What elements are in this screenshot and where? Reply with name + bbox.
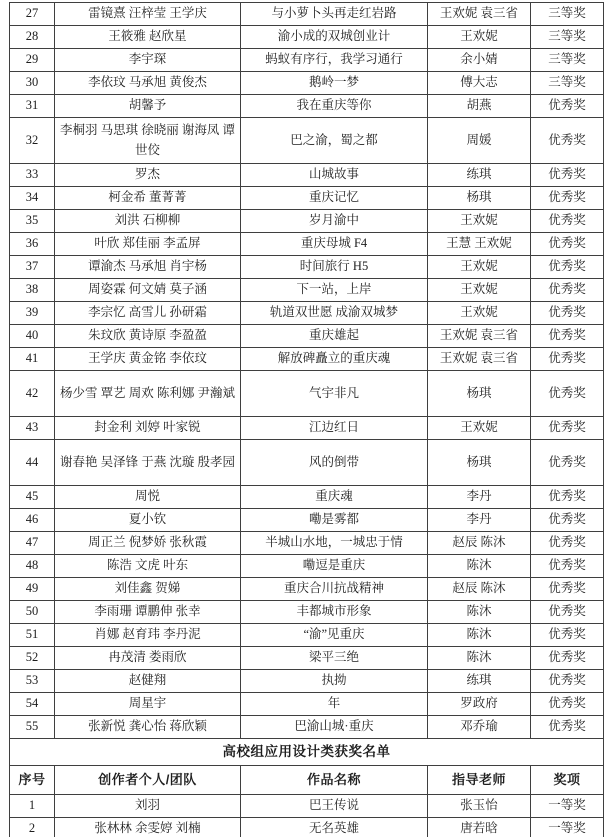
cell-teacher: 王欢妮 — [428, 302, 531, 325]
table-row — [10, 417, 604, 440]
cell-no: 45 — [10, 486, 55, 509]
cell-award: 优秀奖 — [531, 325, 604, 348]
cell-work: 丰都城市形象 — [241, 601, 428, 624]
table-row — [10, 325, 604, 348]
cell-team: 王学庆 黄金铭 李依玟 — [55, 348, 241, 371]
cell-team: 李依玟 马承旭 黄俊杰 — [55, 72, 241, 95]
table-row — [10, 72, 604, 95]
cell-no: 32 — [10, 118, 55, 164]
cell-teacher: 王欢妮 — [428, 279, 531, 302]
cell-teacher: 陈沐 — [428, 555, 531, 578]
cell-team: 肖娜 赵育玮 李丹泥 — [55, 624, 241, 647]
cell-team: 赵健翔 — [55, 670, 241, 693]
cell-work: 半城山水地，一城忠于情 — [241, 532, 428, 555]
table-row — [10, 509, 604, 532]
cell-no: 48 — [10, 555, 55, 578]
cell-award: 三等奖 — [531, 26, 604, 49]
cell-no: 38 — [10, 279, 55, 302]
cell-team: 朱玟欣 黄诗原 李盈盈 — [55, 325, 241, 348]
cell-no: 2 — [10, 818, 55, 837]
cell-teacher: 王欢妮 — [428, 210, 531, 233]
section-divider — [10, 739, 604, 795]
cell-work: “渝”见重庆 — [241, 624, 428, 647]
cell-teacher: 王欢妮 袁三省 — [428, 3, 531, 26]
table-row — [10, 716, 604, 739]
cell-work: 年 — [241, 693, 428, 716]
cell-no: 36 — [10, 233, 55, 256]
cell-work: 执拗 — [241, 670, 428, 693]
cell-no: 1 — [10, 795, 55, 818]
table-row — [10, 118, 604, 164]
cell-award: 优秀奖 — [531, 578, 604, 601]
table-row — [10, 279, 604, 302]
cell-work: 风的倒带 — [241, 440, 428, 486]
cell-no: 43 — [10, 417, 55, 440]
column-header-row — [10, 766, 604, 795]
cell-award: 优秀奖 — [531, 624, 604, 647]
cell-award: 优秀奖 — [531, 601, 604, 624]
table-row — [10, 26, 604, 49]
table-row — [10, 555, 604, 578]
table-row — [10, 532, 604, 555]
cell-teacher: 余小婧 — [428, 49, 531, 72]
cell-teacher: 邓乔瑜 — [428, 716, 531, 739]
cell-teacher: 傅大志 — [428, 72, 531, 95]
cell-award: 优秀奖 — [531, 95, 604, 118]
cell-team: 雷镜熹 汪梓莹 王学庆 — [55, 3, 241, 26]
cell-no: 28 — [10, 26, 55, 49]
cell-team: 李宇琛 — [55, 49, 241, 72]
cell-team: 李宗忆 高雪儿 孙研霜 — [55, 302, 241, 325]
cell-work: 嘞逗是重庆 — [241, 555, 428, 578]
cell-team: 罗杰 — [55, 164, 241, 187]
cell-no: 31 — [10, 95, 55, 118]
cell-team: 李桐羽 马思琪 徐晓丽 谢海凤 谭世佼 — [55, 118, 241, 164]
cell-no: 49 — [10, 578, 55, 601]
cell-team: 谭渝杰 马承旭 肖宇杨 — [55, 256, 241, 279]
cell-no: 51 — [10, 624, 55, 647]
cell-no: 42 — [10, 371, 55, 417]
cell-team: 谢春艳 吴泽锋 于燕 沈璇 殷孝园 — [55, 440, 241, 486]
cell-no: 35 — [10, 210, 55, 233]
table-row — [10, 95, 604, 118]
cell-teacher: 赵辰 陈沐 — [428, 578, 531, 601]
cell-work: 重庆合川抗战精神 — [241, 578, 428, 601]
section-title: 高校组应用设计类获奖名单 — [10, 739, 604, 766]
cell-team: 柯金希 董菁菁 — [55, 187, 241, 210]
table-row — [10, 647, 604, 670]
cell-no: 34 — [10, 187, 55, 210]
cell-no: 37 — [10, 256, 55, 279]
cell-team: 夏小钦 — [55, 509, 241, 532]
cell-award: 优秀奖 — [531, 693, 604, 716]
table-row — [10, 693, 604, 716]
cell-work: 嘞是雾都 — [241, 509, 428, 532]
table-row — [10, 624, 604, 647]
table-row — [10, 187, 604, 210]
cell-team: 张新悦 龚心怡 蒋欣颖 — [55, 716, 241, 739]
cell-award: 三等奖 — [531, 3, 604, 26]
cell-work: 我在重庆等你 — [241, 95, 428, 118]
cell-work: 与小萝卜头再走红岩路 — [241, 3, 428, 26]
table-row — [10, 164, 604, 187]
cell-work: 鹅岭一梦 — [241, 72, 428, 95]
cell-teacher: 杨琪 — [428, 187, 531, 210]
award-list-table — [9, 2, 604, 837]
table-row — [10, 49, 604, 72]
cell-team: 叶欣 郑佳丽 李孟屏 — [55, 233, 241, 256]
cell-award: 优秀奖 — [531, 532, 604, 555]
cell-no: 52 — [10, 647, 55, 670]
cell-work: 轨道双世愿 成渝双城梦 — [241, 302, 428, 325]
cell-award: 优秀奖 — [531, 716, 604, 739]
cell-work: 无名英雄 — [241, 818, 428, 837]
cell-award: 优秀奖 — [531, 371, 604, 417]
cell-teacher: 练琪 — [428, 670, 531, 693]
table-row — [10, 440, 604, 486]
cell-team: 周星宇 — [55, 693, 241, 716]
table-row — [10, 486, 604, 509]
cell-teacher: 杨琪 — [428, 371, 531, 417]
cell-teacher: 练琪 — [428, 164, 531, 187]
cell-award: 优秀奖 — [531, 348, 604, 371]
column-header: 作品名称 — [241, 766, 428, 795]
cell-award: 优秀奖 — [531, 486, 604, 509]
cell-no: 46 — [10, 509, 55, 532]
cell-award: 优秀奖 — [531, 670, 604, 693]
cell-teacher: 陈沐 — [428, 647, 531, 670]
column-header: 创作者个人/团队 — [55, 766, 241, 795]
cell-teacher: 王欢妮 — [428, 417, 531, 440]
cell-team: 王筱雅 赵欣星 — [55, 26, 241, 49]
table-row — [10, 371, 604, 417]
cell-no: 53 — [10, 670, 55, 693]
cell-team: 周悦 — [55, 486, 241, 509]
cell-no: 40 — [10, 325, 55, 348]
cell-award: 优秀奖 — [531, 279, 604, 302]
section-title-row — [10, 739, 604, 766]
cell-work: 巴之渝，蜀之都 — [241, 118, 428, 164]
cell-team: 周姿霖 何文婧 莫子涵 — [55, 279, 241, 302]
table-row — [10, 601, 604, 624]
cell-no: 47 — [10, 532, 55, 555]
cell-work: 解放碑矗立的重庆魂 — [241, 348, 428, 371]
cell-teacher: 陈沐 — [428, 601, 531, 624]
cell-no: 30 — [10, 72, 55, 95]
cell-team: 周正兰 倪梦娇 张秋霞 — [55, 532, 241, 555]
cell-no: 27 — [10, 3, 55, 26]
cell-team: 封金利 刘婷 叶家锐 — [55, 417, 241, 440]
cell-work: 梁平三绝 — [241, 647, 428, 670]
cell-teacher: 胡燕 — [428, 95, 531, 118]
cell-teacher: 王欢妮 袁三省 — [428, 348, 531, 371]
table-row — [10, 210, 604, 233]
table-row — [10, 256, 604, 279]
table-row — [10, 233, 604, 256]
cell-teacher: 张玉怡 — [428, 795, 531, 818]
cell-work: 下一站，上岸 — [241, 279, 428, 302]
cell-work: 重庆母城 F4 — [241, 233, 428, 256]
cell-work: 巴渝山城·重庆 — [241, 716, 428, 739]
cell-award: 三等奖 — [531, 72, 604, 95]
cell-teacher: 王欢妮 — [428, 256, 531, 279]
cell-team: 陈浩 文虎 叶东 — [55, 555, 241, 578]
cell-team: 刘羽 — [55, 795, 241, 818]
cell-work: 重庆记忆 — [241, 187, 428, 210]
cell-award: 三等奖 — [531, 49, 604, 72]
table-row — [10, 670, 604, 693]
cell-work: 山城故事 — [241, 164, 428, 187]
cell-teacher: 罗政府 — [428, 693, 531, 716]
cell-work: 重庆雄起 — [241, 325, 428, 348]
cell-no: 50 — [10, 601, 55, 624]
cell-teacher: 唐若晗 — [428, 818, 531, 837]
table-row — [10, 795, 604, 818]
cell-award: 优秀奖 — [531, 187, 604, 210]
cell-teacher: 杨琪 — [428, 440, 531, 486]
cell-teacher: 周媛 — [428, 118, 531, 164]
cell-no: 54 — [10, 693, 55, 716]
cell-no: 55 — [10, 716, 55, 739]
cell-teacher: 王欢妮 袁三省 — [428, 325, 531, 348]
table-row — [10, 578, 604, 601]
cell-team: 胡馨予 — [55, 95, 241, 118]
cell-no: 29 — [10, 49, 55, 72]
cell-award: 优秀奖 — [531, 118, 604, 164]
cell-work: 气宇非凡 — [241, 371, 428, 417]
cell-award: 优秀奖 — [531, 509, 604, 532]
upper-award-rows — [10, 3, 604, 739]
cell-work: 岁月渝中 — [241, 210, 428, 233]
cell-no: 33 — [10, 164, 55, 187]
cell-teacher: 赵辰 陈沐 — [428, 532, 531, 555]
cell-teacher: 李丹 — [428, 509, 531, 532]
cell-no: 44 — [10, 440, 55, 486]
cell-award: 优秀奖 — [531, 647, 604, 670]
cell-award: 优秀奖 — [531, 302, 604, 325]
lower-award-rows — [10, 795, 604, 837]
cell-work: 蚂蚁有序行，我学习通行 — [241, 49, 428, 72]
cell-award: 优秀奖 — [531, 440, 604, 486]
column-header: 序号 — [10, 766, 55, 795]
cell-award: 一等奖 — [531, 818, 604, 837]
table-row — [10, 818, 604, 837]
cell-award: 优秀奖 — [531, 417, 604, 440]
table-row — [10, 3, 604, 26]
cell-award: 优秀奖 — [531, 164, 604, 187]
cell-teacher: 王欢妮 — [428, 26, 531, 49]
table-row — [10, 302, 604, 325]
cell-award: 优秀奖 — [531, 233, 604, 256]
cell-team: 刘洪 石柳柳 — [55, 210, 241, 233]
cell-work: 江边红日 — [241, 417, 428, 440]
cell-teacher: 李丹 — [428, 486, 531, 509]
cell-award: 优秀奖 — [531, 256, 604, 279]
cell-teacher: 陈沐 — [428, 624, 531, 647]
cell-work: 渝小成的双城创业计 — [241, 26, 428, 49]
cell-team: 李雨珊 谭鹏伸 张幸 — [55, 601, 241, 624]
cell-work: 巴王传说 — [241, 795, 428, 818]
cell-no: 39 — [10, 302, 55, 325]
cell-team: 杨少雪 覃艺 周欢 陈利娜 尹瀚斌 — [55, 371, 241, 417]
cell-team: 冉茂清 娄雨欣 — [55, 647, 241, 670]
table-row — [10, 348, 604, 371]
cell-award: 优秀奖 — [531, 210, 604, 233]
cell-teacher: 王慧 王欢妮 — [428, 233, 531, 256]
column-header: 指导老师 — [428, 766, 531, 795]
cell-team: 刘佳鑫 贺娣 — [55, 578, 241, 601]
cell-award: 一等奖 — [531, 795, 604, 818]
cell-work: 时间旅行 H5 — [241, 256, 428, 279]
cell-award: 优秀奖 — [531, 555, 604, 578]
cell-no: 41 — [10, 348, 55, 371]
cell-team: 张林林 余雯婷 刘楠 — [55, 818, 241, 837]
column-header: 奖项 — [531, 766, 604, 795]
cell-work: 重庆魂 — [241, 486, 428, 509]
